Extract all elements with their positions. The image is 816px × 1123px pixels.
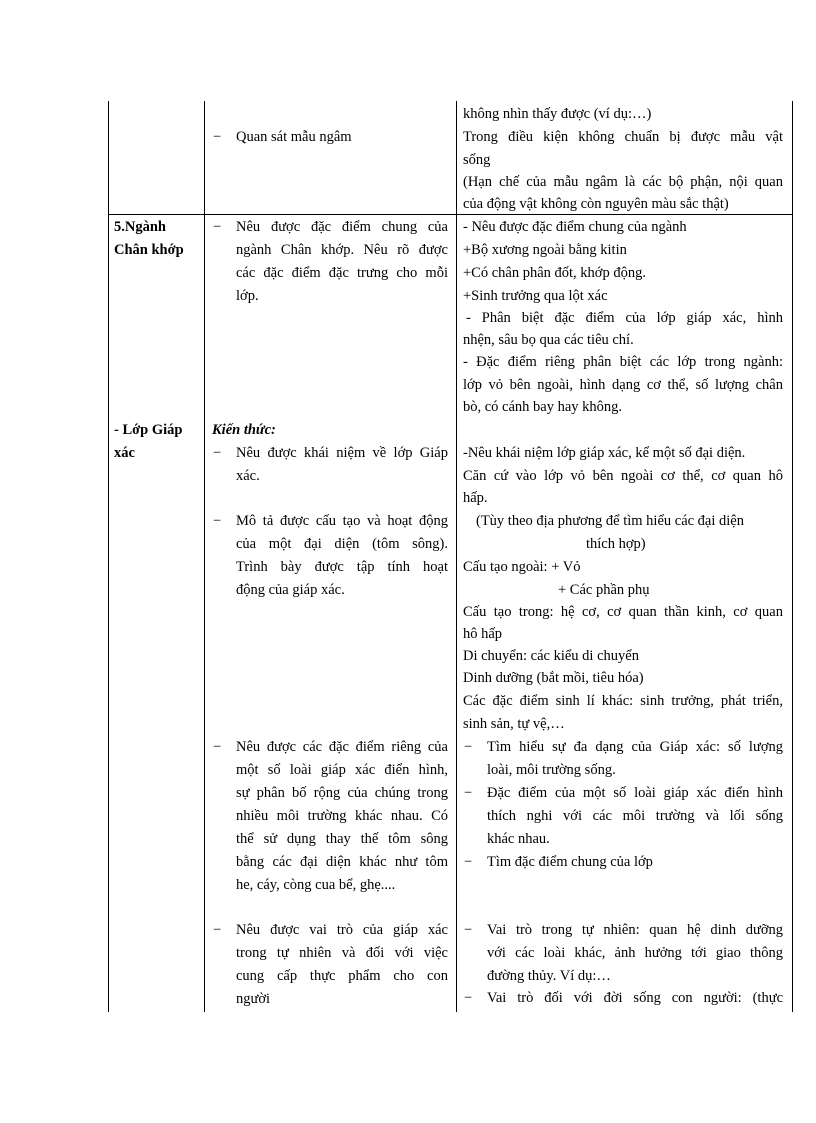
- col3-line: - Đặc điểm riêng phân biệt các lớp trong ngành:: [463, 354, 783, 370]
- col2-line: Mô tả được cấu tạo và hoạt động: [236, 513, 448, 529]
- bullet-dash: −: [213, 219, 222, 235]
- col2-line: lớp.: [236, 288, 259, 304]
- col3-line: - Nêu được đặc điểm chung của ngành: [463, 219, 687, 235]
- col2-line: người: [236, 991, 271, 1007]
- bullet-dash: −: [464, 854, 473, 870]
- col3-line: Vai trò đối với đời sống con người: (thực: [487, 990, 783, 1006]
- col2-line: Nêu được vai trò của giáp xác: [236, 922, 448, 938]
- observe-sample-item: Quan sát mẫu ngâm: [236, 129, 352, 145]
- col3-line: lớp vỏ bên ngoài, hình dạng cơ thể, số lượng chân: [463, 377, 783, 393]
- bullet-dash: −: [464, 990, 473, 1006]
- col2-line: Nêu được khái niệm về lớp Giáp: [236, 445, 448, 461]
- knowledge-heading: Kiến thức:: [212, 422, 276, 438]
- bullet-dash: −: [213, 445, 222, 461]
- col3-line: +Bộ xương ngoài bằng kitin: [463, 242, 627, 258]
- col2-line: Nêu được các đặc điểm riêng của: [236, 739, 448, 755]
- col3-line: loài, môi trường sống.: [487, 762, 616, 778]
- col2-line: Nêu được đặc điểm chung của: [236, 219, 448, 235]
- col2-line: Trình bày được tập tính hoạt: [236, 559, 448, 575]
- table-divider-col1: [204, 101, 205, 1012]
- col3-line: - Phân biệt đặc điểm của lớp giáp xác, hình: [466, 310, 783, 326]
- col2-line: nhiều môi trường khác nhau. Có: [236, 808, 448, 824]
- col3-line: Cấu tạo trong: hệ cơ, cơ quan thần kinh, cơ quan: [463, 604, 783, 620]
- col3-line: Tìm hiểu sự đa dạng của Giáp xác: số lượng: [487, 739, 783, 755]
- bullet-dash: −: [464, 785, 473, 801]
- col2-line: ngành Chân khớp. Nêu rõ được: [236, 242, 448, 258]
- col3-line: Dinh dưỡng (bắt mồi, tiêu hóa): [463, 670, 644, 686]
- col3-line: nhện, sâu bọ qua các tiêu chí.: [463, 332, 634, 348]
- col2-line: he, cáy, còng cua bể, ghẹ....: [236, 877, 396, 893]
- subsection-title: - Lớp Giáp: [114, 422, 183, 438]
- col3-line: (Tùy theo địa phương để tìm hiểu các đại diện: [476, 513, 744, 529]
- col2-line: trong tự nhiên và đối với việc: [236, 945, 448, 961]
- col3-line: -Nêu khái niệm lớp giáp xác, kể một số đại diện.: [463, 445, 746, 461]
- col3-line: bò, có cánh bay hay không.: [463, 399, 623, 415]
- col3-line: +Sinh trưởng qua lột xác: [463, 288, 608, 304]
- table-divider-col2: [456, 101, 457, 1012]
- col3-line: thích nghi với các môi trường và lối sống: [487, 808, 783, 824]
- col2-line: sự phân bố rộng của chúng trong: [236, 785, 448, 801]
- col2-line: các đặc điểm đặc trưng cho mỗi: [236, 265, 448, 281]
- col3-line: Tìm đặc điểm chung của lớp: [487, 854, 653, 870]
- section-title: 5.Ngành: [114, 219, 166, 235]
- table-border-right: [792, 101, 793, 1012]
- col3-line: Di chuyển: các kiểu di chuyển: [463, 648, 639, 664]
- subsection-title: xác: [114, 445, 135, 461]
- bullet-dash: −: [213, 739, 222, 755]
- prev-col3-line: không nhìn thấy được (ví dụ:…): [463, 106, 652, 122]
- bullet-dash: −: [213, 129, 222, 145]
- col2-line: của một đại diện (tôm sông).: [236, 536, 448, 552]
- col3-line: Cấu tạo ngoài: + Vỏ: [463, 559, 581, 575]
- section-title: Chân khớp: [114, 242, 184, 258]
- bullet-dash: −: [213, 513, 222, 529]
- col3-line: Các đặc điểm sinh lí khác: sinh trưởng, phát triển,: [463, 693, 783, 709]
- col3-line: Vai trò trong tự nhiên: quan hệ dinh dưỡng: [487, 922, 783, 938]
- col2-line: cung cấp thực phẩm cho con: [236, 968, 448, 984]
- col3-line: Căn cứ vào lớp vỏ bên ngoài cơ thể, cơ quan hô: [463, 468, 783, 484]
- table-border-left: [108, 101, 109, 1012]
- prev-col3-line: của động vật không còn nguyên màu sắc thật): [463, 196, 729, 212]
- bullet-dash: −: [464, 739, 473, 755]
- col3-line: thích hợp): [586, 536, 646, 552]
- col2-line: thể sử dụng thay thế tôm sông: [236, 831, 448, 847]
- col2-line: động của giáp xác.: [236, 582, 345, 598]
- col3-line: khác nhau.: [487, 831, 550, 847]
- col3-line: +Có chân phân đốt, khớp động.: [463, 265, 646, 281]
- bullet-dash: −: [464, 922, 473, 938]
- prev-col3-line: sống: [463, 152, 491, 168]
- col3-line: với các loài khác, ảnh hưởng tới giao thông: [487, 945, 783, 961]
- col2-line: một số loài giáp xác điển hình,: [236, 762, 448, 778]
- col3-line: Đặc điểm của một số loài giáp xác điển hình: [487, 785, 783, 801]
- prev-col3-line: (Hạn chế của mẫu ngâm là các bộ phận, nội quan: [463, 174, 783, 190]
- col3-line: + Các phần phụ: [558, 582, 650, 598]
- prev-col3-line: Trong điều kiện không chuẩn bị được mẫu vật: [463, 129, 783, 145]
- col3-line: sinh sản, tự vệ,…: [463, 716, 565, 732]
- col3-line: hô hấp: [463, 626, 503, 642]
- col3-line: hấp.: [463, 490, 488, 506]
- col3-line: đường thủy. Ví dụ:…: [487, 968, 611, 984]
- col2-line: xác.: [236, 468, 260, 484]
- bullet-dash: −: [213, 922, 222, 938]
- col2-line: bằng các đại diện khác như tôm: [236, 854, 448, 870]
